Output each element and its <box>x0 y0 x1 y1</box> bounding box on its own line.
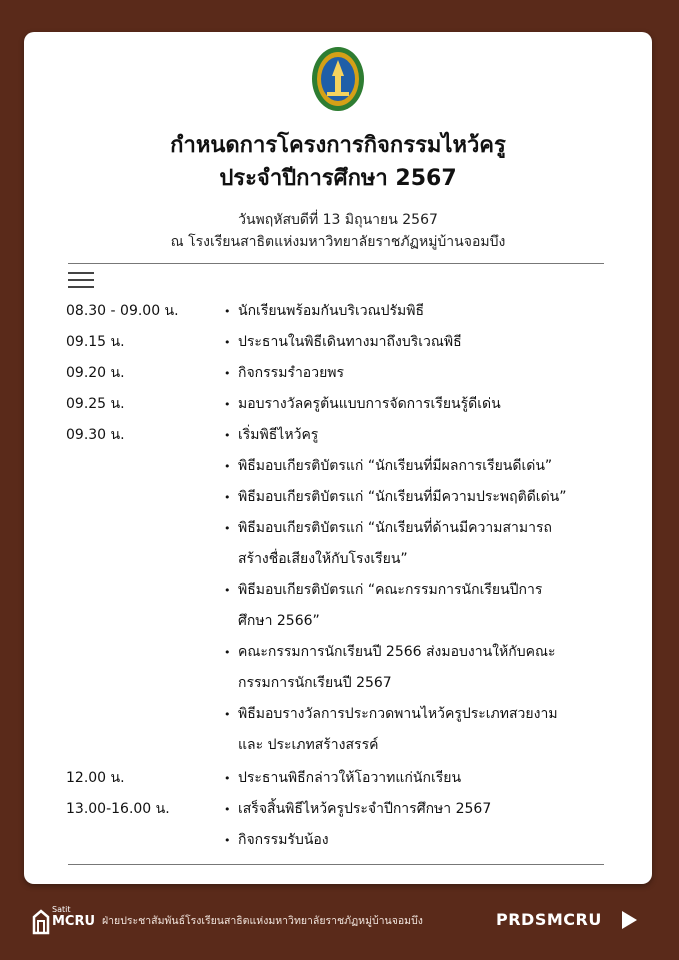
brand-name[interactable]: PRDSMCRU <box>496 910 602 929</box>
department-name: ฝ่ายประชาสัมพันธ์โรงเรียนสาธิตแห่งมหาวิทยาลัยราชภัฏหมู่บ้านจอมบึง <box>102 915 423 927</box>
schedule-item: ประธานพิธีกล่าวให้โอวาทแก่นักเรียน <box>238 770 462 786</box>
schedule-item: กิจกรรมรำอวยพร <box>238 365 345 381</box>
bullet-icon: • <box>224 429 231 442</box>
schedule-item: พิธีมอบเกียรติบัตรแก่ “คณะกรรมการนักเรียนปีการ <box>238 582 543 598</box>
logo-small-text: Satit <box>52 905 71 914</box>
event-date: วันพฤหัสบดีที่ 13 มิถุนายน 2567 <box>238 212 438 228</box>
bullet-icon: • <box>224 491 231 504</box>
schedule-item: ประธานในพิธีเดินทางมาถึงบริเวณพิธี <box>238 334 462 350</box>
schedule-item: นักเรียนพร้อมกันบริเวณปรัมพิธี <box>238 303 425 319</box>
bullet-icon: • <box>224 708 231 721</box>
schedule-time: 12.00 น. <box>66 770 125 786</box>
schedule-row <box>0 451 679 482</box>
play-arrow-icon[interactable] <box>620 910 638 930</box>
schedule-item-continued: สร้างชื่อเสียงให้กับโรงเรียน” <box>238 551 408 567</box>
bullet-icon: • <box>224 336 231 349</box>
schedule-item: เริ่มพิธีไหว้ครู <box>238 427 319 443</box>
schedule-time: 09.20 น. <box>66 365 125 381</box>
bullet-icon: • <box>224 772 231 785</box>
schedule-row <box>0 637 679 668</box>
schedule-row <box>0 327 679 358</box>
schedule-item: พิธีมอบเกียรติบัตรแก่ “นักเรียนที่ด้านมีความสามารถ <box>238 520 552 536</box>
schedule-time: 08.30 - 09.00 น. <box>66 303 179 319</box>
bullet-icon: • <box>224 584 231 597</box>
schedule-item-continued: กรรมการนักเรียนปี 2567 <box>238 675 392 691</box>
schedule-item: เสร็จสิ้นพิธีไหว้ครูประจำปีการศึกษา 2567 <box>238 801 492 817</box>
schedule-row-continued <box>0 730 679 761</box>
schedule-item: พิธีมอบเกียรติบัตรแก่ “นักเรียนที่มีผลการเรียนดีเด่น” <box>238 458 553 474</box>
logo-mark-icon <box>32 909 50 935</box>
schedule-row <box>0 763 679 794</box>
bullet-icon: • <box>224 460 231 473</box>
bullet-icon: • <box>224 367 231 380</box>
page-title: กำหนดการโครงการกิจกรรมไหว้ครู <box>170 133 506 158</box>
schedule-item: มอบรางวัลครูต้นแบบการจัดการเรียนรู้ดีเด่น <box>238 396 501 412</box>
bullet-icon: • <box>224 803 231 816</box>
school-seal-icon <box>311 46 365 112</box>
event-venue: ณ โรงเรียนสาธิตแห่งมหาวิทยาลัยราชภัฏหมู่บ้านจอมบึง <box>170 234 506 250</box>
schedule-item: พิธีมอบเกียรติบัตรแก่ “นักเรียนที่มีความประพฤติดีเด่น” <box>238 489 567 505</box>
schedule-row <box>0 389 679 420</box>
hamburger-menu-icon[interactable] <box>68 272 94 289</box>
schedule-row <box>0 296 679 327</box>
bullet-icon: • <box>224 834 231 847</box>
schedule-item: คณะกรรมการนักเรียนปี 2566 ส่งมอบงานให้กับคณะ <box>238 644 556 660</box>
schedule-row <box>0 699 679 730</box>
schedule-time: 09.25 น. <box>66 396 125 412</box>
schedule-row <box>0 420 679 451</box>
schedule-row <box>0 358 679 389</box>
schedule-time: 09.30 น. <box>66 427 125 443</box>
bullet-icon: • <box>224 522 231 535</box>
page-subtitle: ประจำปีการศึกษา 2567 <box>219 166 457 191</box>
bullet-icon: • <box>224 646 231 659</box>
schedule-row <box>0 825 679 856</box>
top-divider <box>68 263 604 264</box>
schedule-item: พิธีมอบรางวัลการประกวดพานไหว้ครูประเภทสวยงาม <box>238 706 558 722</box>
schedule-item-continued: และ ประเภทสร้างสรรค์ <box>238 737 379 753</box>
schedule-time: 13.00-16.00 น. <box>66 801 170 817</box>
schedule-row <box>0 513 679 544</box>
schedule-row-continued <box>0 668 679 699</box>
schedule-row-continued <box>0 606 679 637</box>
schedule-row <box>0 482 679 513</box>
bullet-icon: • <box>224 398 231 411</box>
bullet-icon: • <box>224 305 231 318</box>
schedule-item-continued: ศึกษา 2566” <box>238 613 320 629</box>
bottom-divider <box>68 864 604 865</box>
mcru-logo <box>32 905 96 937</box>
schedule-row <box>0 794 679 825</box>
schedule-row-continued <box>0 544 679 575</box>
logo-text: MCRU <box>52 914 96 929</box>
schedule-time: 09.15 น. <box>66 334 125 350</box>
schedule-item: กิจกรรมรับน้อง <box>238 832 329 848</box>
schedule-row <box>0 575 679 606</box>
